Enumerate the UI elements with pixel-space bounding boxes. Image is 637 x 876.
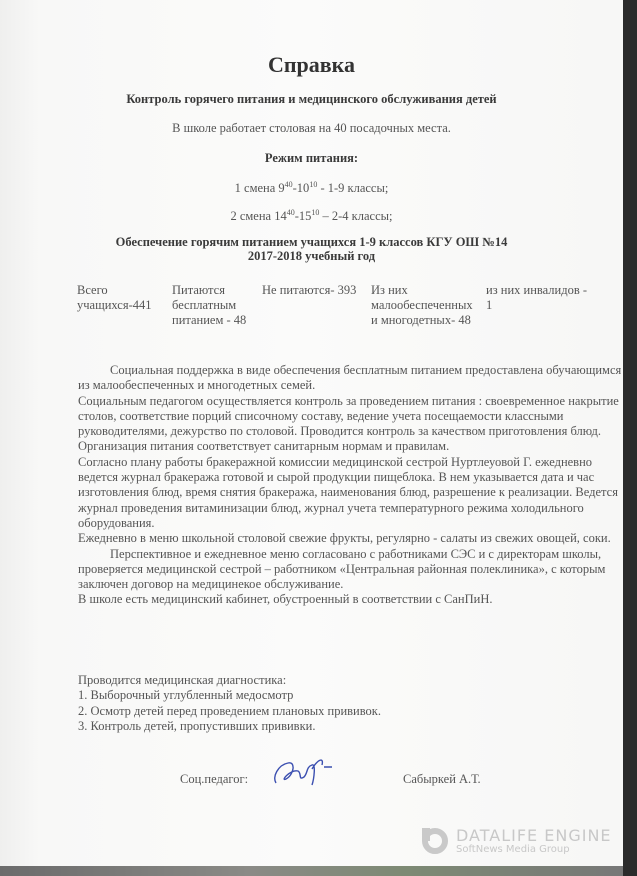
paragraph-control: Социальным педагогом осуществляется контроль за проведением питания : своевременное накрытие столов, соответствие порций списочному составу, ведение учета посещаемости классными руководителями, дежурство по столовой. Проводится контроль за качеством приготовления блюд. (78, 393, 619, 439)
watermark-title: DATALIFE ENGINE (456, 826, 612, 845)
signature-name: Сабыркей А.Т. (403, 772, 481, 786)
scanner-edge-bottom (0, 866, 623, 876)
shift-1 (0, 180, 623, 196)
paragraph-medical-room: В школе есть медицинский кабинет, обустроенный в соответствии с СанПиН. (78, 592, 493, 607)
shift-1-end-min: 10 (309, 180, 318, 189)
stat-low-income: Из них малообеспеченных и многодетных- 48 (371, 283, 473, 327)
stat-free-meals: Питаются бесплатным питанием - 48 (172, 283, 247, 327)
shift-2-classes: – 2-4 классы; (319, 209, 393, 224)
scanner-edge-right (623, 0, 637, 876)
stat-disabled: из них инвалидов - 1 (486, 283, 588, 312)
provision-heading: Обеспечение горячим питанием учащихся 1-9 классов КГУ ОШ №14 (115, 235, 508, 249)
shift-1-classes: - 1-9 классы; (317, 181, 389, 196)
stat-total: Всего учащихся-441 (77, 283, 152, 312)
watermark-subtitle: SoftNews Media Group (456, 844, 570, 855)
body-text (78, 363, 623, 608)
diagnostics-item: 3. Контроль детей, пропустивших прививки. (78, 718, 316, 733)
paragraph-sanitary: Организация питания соответствует санитарным нормам и правилам. (78, 439, 450, 454)
datalife-logo-icon (422, 828, 448, 854)
diagnostics-section (78, 673, 623, 734)
shift-1-end: -10 (292, 181, 310, 196)
shift-2-start: 2 смена 14 (230, 209, 287, 224)
stat-not-eating: Не питаются- 393 (262, 283, 357, 297)
watermark (420, 826, 620, 862)
shift-1-start-min: 40 (284, 180, 293, 189)
signature-role: Соц.педагог: (180, 772, 249, 786)
shift-2 (0, 208, 623, 224)
shift-2-end-min: 10 (311, 208, 320, 217)
shift-1-start: 1 смена 9 (234, 181, 285, 196)
handwritten-signature-icon (268, 755, 338, 790)
schedule-heading: Режим питания: (264, 151, 359, 165)
paragraph-perspective-menu: Перспективное и ежедневное меню согласовано с работниками СЭС и с директорам школы, проверяется медицинской сестрой – работником «Центральная районная полеклиника», с которым заключен договор на медицинекое обслуживание. (78, 546, 606, 592)
diagnostics-item: 2. Осмотр детей перед проведением плановых прививок. (78, 703, 381, 718)
diagnostics-item: 1. Выборочный углубленный медосмотр (78, 688, 294, 703)
paragraph-social-support: Социальная поддержка в виде обеспечения бесплатным питанием предоставлена обучающимся из малообеспеченных и многодетных семей. (78, 363, 622, 393)
shift-2-start-min: 40 (286, 208, 295, 217)
canteen-info: В школе работает столовая на 40 посадочных места. (172, 121, 451, 135)
document-subtitle: Контроль горячего питания и медицинского обслуживания детей (126, 92, 497, 106)
document-title: Справка (267, 52, 356, 77)
diagnostics-heading: Проводится медицинская диагностика: (78, 673, 287, 687)
school-year: 2017-2018 учебный год (247, 249, 376, 263)
paragraph-menu: Ежедневно в меню школьной столовой свежие фрукты, регулярно - салаты из свежих овощей, соки. (78, 531, 611, 546)
paragraph-brakerage: Согласно плану работы бракеражной комиссии медицинской сестрой Нуртлеуовой Г. ежедневно ведется журнал бракеража готовой и сырой продукции пищеблока. В нем указывается дата и час изготовления блюд, время снятия бракеража, наименования блюд, разрешение к реализации. Ведется журнал проведения витаминизации блюд, журнал учета температурного режима холодильного оборудования. (78, 454, 618, 530)
shift-2-end: -15 (294, 209, 312, 224)
